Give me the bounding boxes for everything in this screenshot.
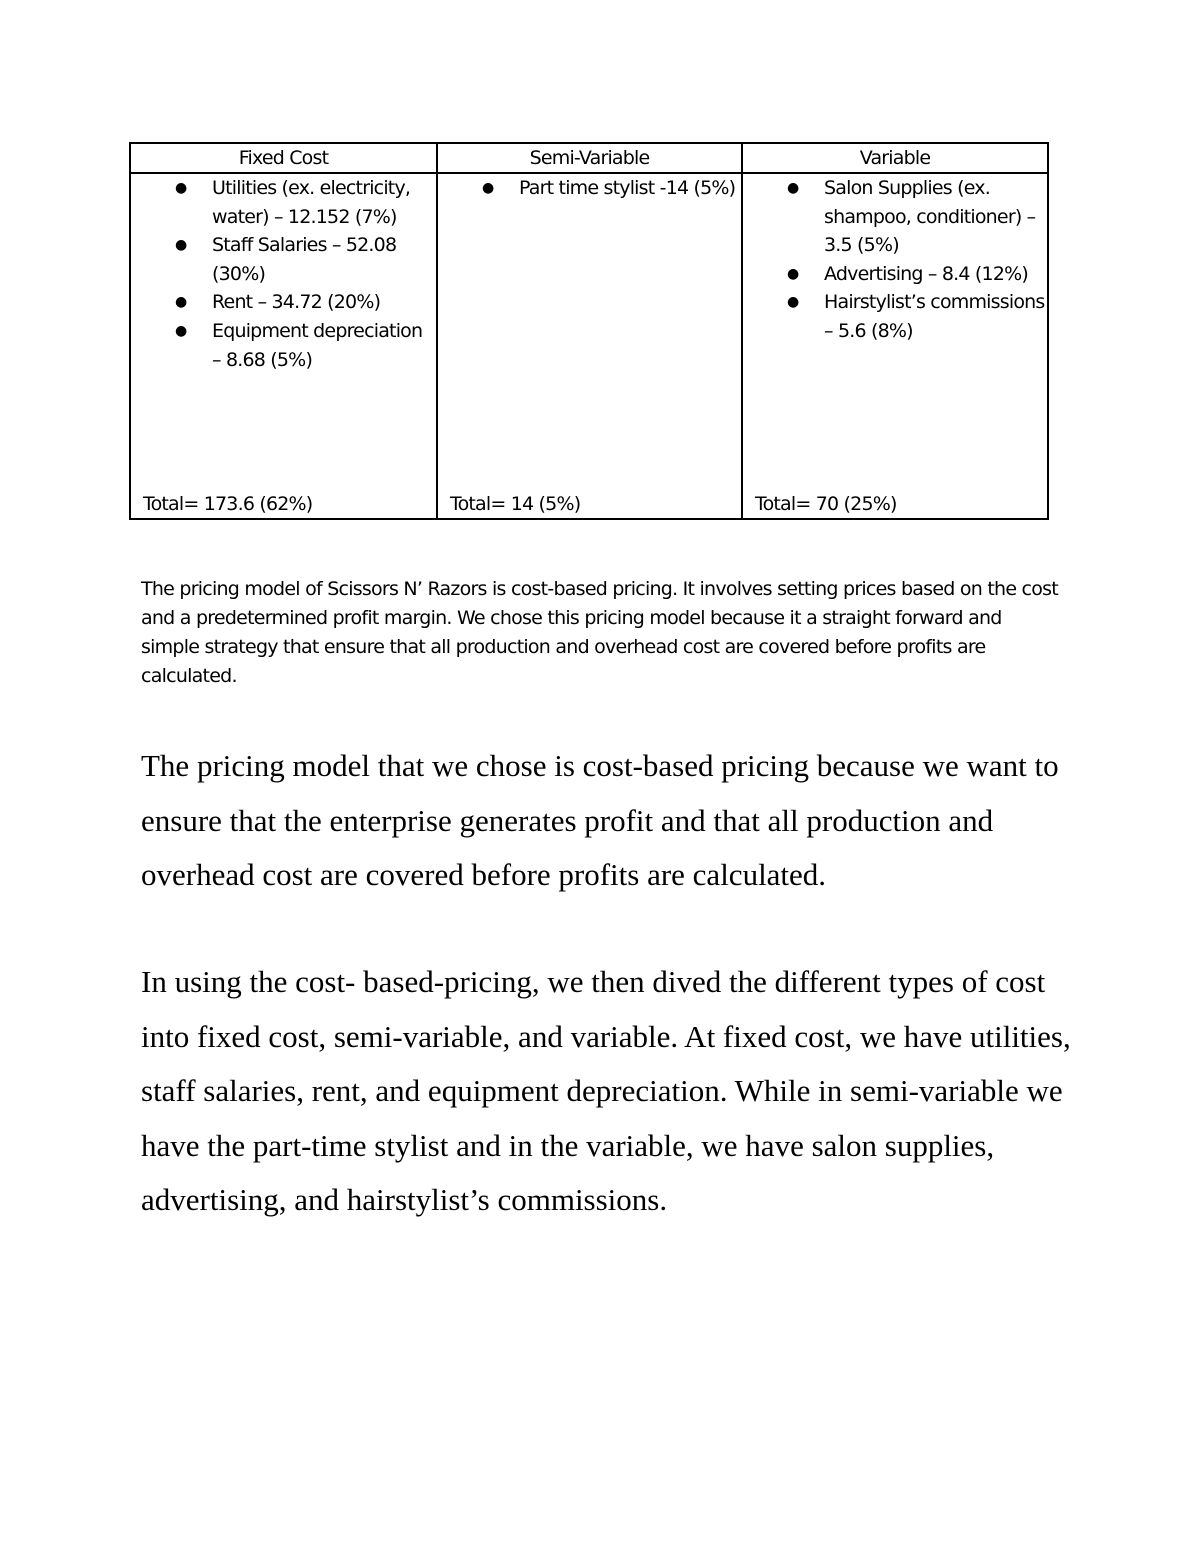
table-row: [130, 173, 1048, 519]
pricing-model-intro-paragraph: The pricing model of Scissors N’ Razors is cost-based pricing. It involves setting prices based on the cost and a predetermined profit margin. We chose this pricing model because it a straight forward and simple strategy that ensure that all production and overhead cost are covered before profits are calculated.: [141, 578, 1058, 687]
header-semi-variable: Semi-Variable: [437, 143, 742, 173]
bullet-dot-icon: ●: [787, 180, 800, 196]
fixed-cost-list: [131, 174, 436, 374]
bullet-dot-icon: ●: [787, 265, 800, 282]
list-item: [787, 260, 1047, 289]
fixed-cost-staff-salaries: Staff Salaries – 52.08 (30%): [212, 234, 397, 285]
semi-variable-part-time-stylist: Part time stylist -14 (5%): [519, 177, 736, 199]
fixed-cost-total: Total= 173.6 (62%): [143, 493, 313, 515]
cost-types-paragraph: In using the cost- based-pricing, we then dived the different types of cost into fixed cost, semi-variable, and variable. At fixed cost, we have utilities, staff salaries, rent, and equipment depreciation. While in semi-variable we have the part-time stylist and in the variable, we have salon supplies, advertising, and hairstylist’s commissions.: [141, 964, 1071, 1217]
bullet-dot-icon: ●: [787, 294, 800, 311]
header-variable: Variable: [742, 143, 1048, 173]
bullet-dot-icon: ●: [482, 180, 495, 196]
variable-advertising: Advertising – 8.4 (12%): [824, 262, 1028, 285]
variable-salon-supplies: Salon Supplies (ex. shampoo, conditioner) – 3.5 (5%): [824, 177, 1036, 257]
pricing-model-reason-paragraph: The pricing model that we chose is cost-based pricing because we want to ensure that the enterprise generates profit and that all production and overhead cost are covered before profits are calculated.: [141, 748, 1059, 892]
header-fixed-cost: Fixed Cost: [130, 143, 437, 173]
semi-variable-list: [438, 174, 741, 203]
bullet-dot-icon: ●: [175, 294, 188, 311]
list-item: [787, 288, 1047, 345]
fixed-cost-cell: [130, 173, 437, 519]
list-item: [175, 174, 436, 231]
list-item: [482, 174, 741, 203]
bullet-dot-icon: ●: [175, 237, 188, 254]
fixed-cost-rent: Rent – 34.72 (20%): [212, 291, 381, 314]
fixed-cost-utilities: Utilities (ex. electricity, water) – 12.152 (7%): [212, 177, 411, 228]
semi-variable-cell: [437, 173, 742, 519]
variable-list: [743, 174, 1047, 346]
list-item: [175, 231, 436, 288]
variable-cell: [742, 173, 1048, 519]
variable-total: Total= 70 (25%): [755, 493, 897, 515]
list-item: [787, 174, 1047, 260]
bullet-dot-icon: ●: [175, 180, 188, 196]
list-item: [175, 288, 436, 317]
fixed-cost-equipment-depreciation: Equipment depreciation – 8.68 (5%): [212, 319, 423, 371]
bullet-dot-icon: ●: [175, 322, 188, 339]
table-header-row: [130, 143, 1048, 173]
list-item: [175, 317, 436, 374]
cost-breakdown-table: [129, 142, 1049, 520]
variable-hairstylist-commissions: Hairstylist’s commissions – 5.6 (8%): [824, 291, 1045, 342]
semi-variable-total: Total= 14 (5%): [450, 493, 581, 515]
